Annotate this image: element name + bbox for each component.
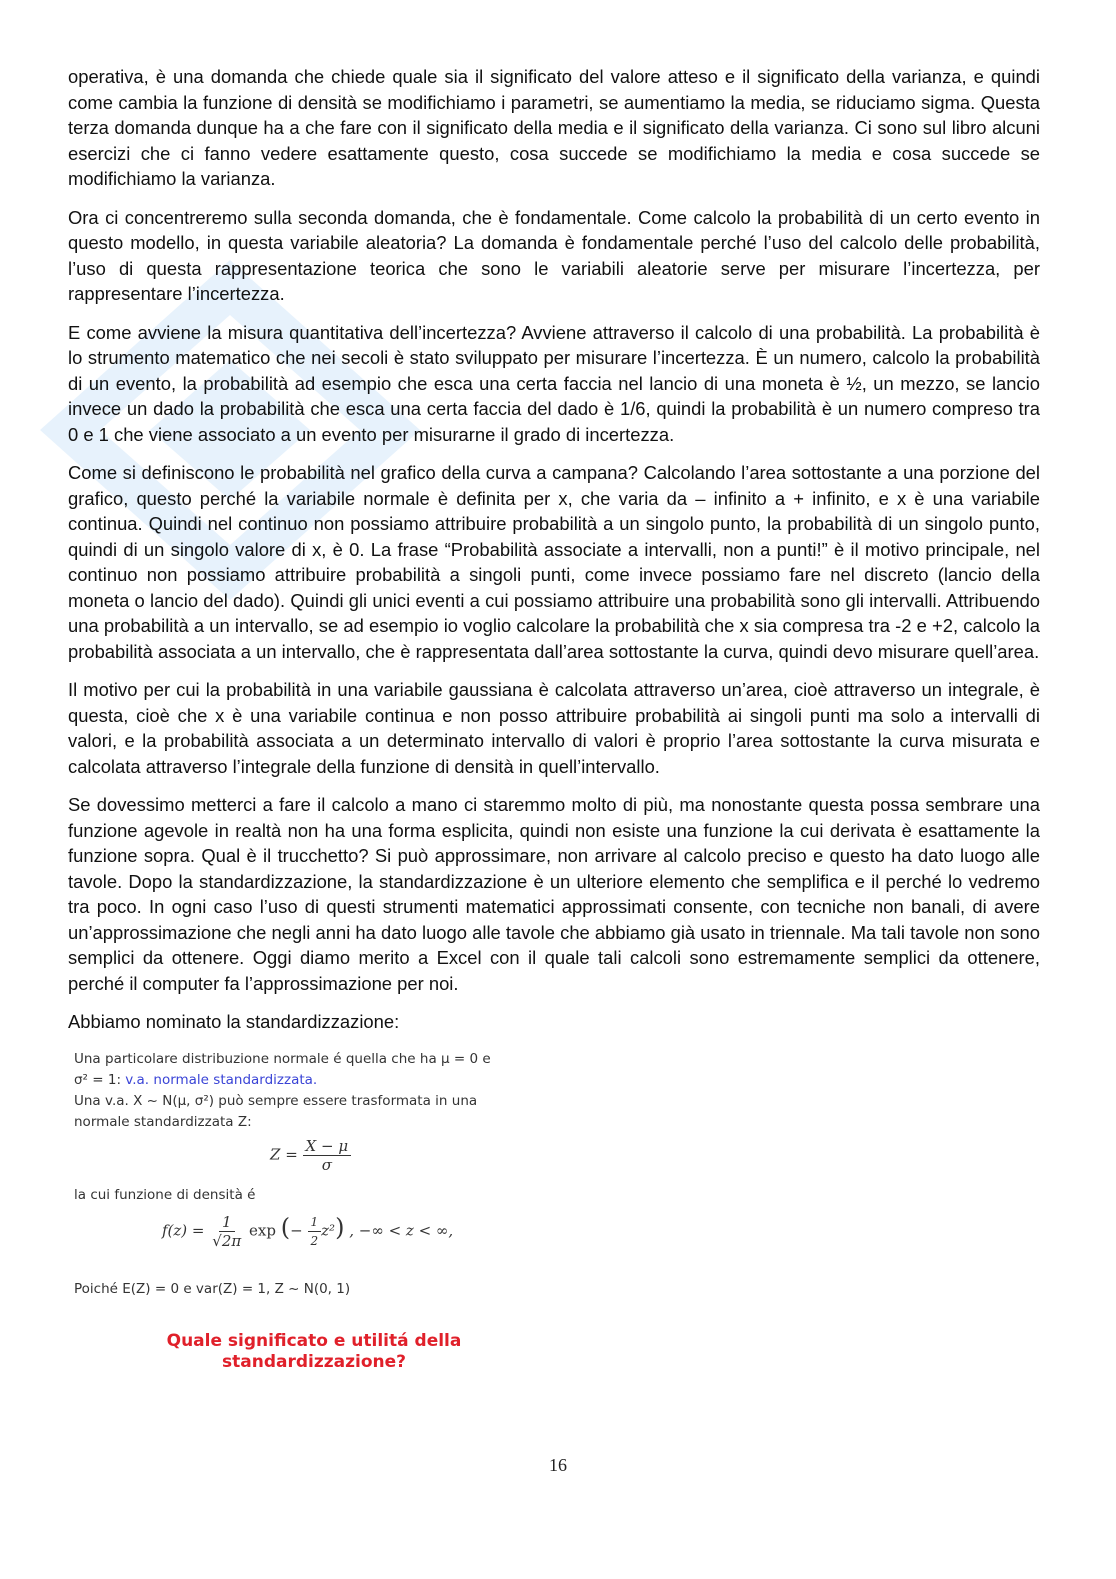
formula-f-half-numerator: 1 xyxy=(308,1213,322,1232)
page-content xyxy=(68,64,1040,1371)
standardized-normal-label: v.a. normale standardizzata. xyxy=(125,1071,318,1088)
formula-f-paren-open: ( xyxy=(280,1213,291,1241)
formula-f-numerator: 1 xyxy=(219,1213,235,1232)
slide-line-2 xyxy=(74,1072,317,1088)
slide-question-line-1: Quale significato e utilitá della xyxy=(166,1330,462,1351)
formula-f-z-squared: z² xyxy=(321,1221,336,1239)
formula-z-numerator: X − μ xyxy=(303,1137,352,1156)
slide-line-1: Una particolare distribuzione normale é quella che ha μ = 0 e xyxy=(74,1050,491,1067)
slide-line-3: Una v.a. X ~ N(μ, σ²) può sempre essere trasformata in una xyxy=(74,1092,478,1109)
formula-f-denominator: √2π xyxy=(212,1231,242,1250)
formula-f-paren-close: ) xyxy=(335,1213,345,1241)
formula-z-lhs: Z = xyxy=(270,1145,298,1163)
formula-z-denominator: σ xyxy=(321,1155,332,1174)
page-number: 16 xyxy=(549,1455,567,1475)
formula-f-lhs: f(z) = xyxy=(162,1221,205,1239)
slide-line-2-prefix: σ² = 1: xyxy=(74,1071,126,1088)
paragraph-6: Se dovessimo metterci a fare il calcolo a mano ci staremmo molto di più, ma nonostante questa possa sembrare una funzione agevole in realtà non ha una forma esplicita, quindi non esiste una funzione la cui derivata è esattamente la funzione sopra. Qual è il trucchetto? Si può approssimare, non arrivare al calcolo preciso e questo ha dato luogo alle tavole. Dopo la standardizzazione, la standardizzazione è un ulteriore elemento che semplifica e il perché lo vedremo tra poco. In ogni caso l’uso di questi strumenti matematici approssimati consente, con tecniche non banali, di avere un’approssimazione che negli anni ha dato luogo alle tavole che abbiamo già usato in triennale. Ma tali tavole non sono semplici da ottenere. Oggi diamo merito a Excel con il quale tali calcoli sono estremamente semplici da ottenere, perché il computer fa l’approssimazione per noi. xyxy=(68,794,1040,994)
formula-z xyxy=(270,1137,351,1174)
intro-line: Abbiamo nominato la standardizzazione: xyxy=(68,1011,400,1032)
slide-question xyxy=(154,1331,474,1373)
formula-f-minus: − xyxy=(290,1221,303,1239)
paragraph-5: Il motivo per cui la probabilità in una variabile gaussiana è calcolata attraverso un’area, cioè attraverso un integrale, è questa, cioè che x è una variabile continua e non posso attribuire probabilità ai singoli punti ma solo a intervalli di valori, e la probabilità associata a un determinato intervallo di valori è proprio l’area sottostante la curva misurata e calcolata attraverso l’integrale della funzione di densità in quell’intervallo. xyxy=(68,679,1040,777)
formula-f-exp: exp xyxy=(249,1221,276,1239)
paragraph-2: Ora ci concentreremo sulla seconda domanda, che è fondamentale. Come calcolo la probabilità di un certo evento in questo modello, in questa variabile aleatoria? La domanda è fondamentale perché l’uso del calcolo delle probabilità, l’uso di questa rappresentazione teorica che sono le variabili aleatorie serve per misurare l’incertezza, per rappresentare l’incertezza. xyxy=(68,206,1040,304)
slide-question-line-2: standardizzazione? xyxy=(222,1351,406,1372)
formula-f-fraction xyxy=(209,1213,244,1250)
paragraph-1: operativa, è una domanda che chiede quale sia il significato del valore atteso e il significato della varianza, e quindi come cambia la funzione di densità se modifichiamo i parametri, se aumentiamo la media, se riduciamo sigma. Questa terza domanda dunque ha a che fare con il significato della media e il significato della varianza. Ci sono sul libro alcuni esercizi che ci fanno vedere esattamente questo, cosa succede se modifichiamo la media e cosa succede se modifichiamo la varianza. xyxy=(68,66,1040,189)
slide-line-4: normale standardizzata Z: xyxy=(74,1113,252,1130)
formula-f-domain: , −∞ < z < ∞, xyxy=(349,1221,454,1239)
paragraph-3: E come avviene la misura quantitativa dell’incertezza? Avviene attraverso il calcolo di una probabilità. La probabilità è lo strumento matematico che nei secoli è stato sviluppato per misurare l’incertezza. È un numero, calcolo la probabilità di un evento, la probabilità ad esempio che esca una certa faccia nel lancio di una moneta è ½, un mezzo, se lancio invece un dado la probabilità che esca una certa faccia del dado è 1/6, quindi la probabilità è un numero compreso tra 0 e 1 che viene associato a un evento per misurarne il grado di incertezza. xyxy=(68,321,1040,445)
slide-line-5: la cui funzione di densità é xyxy=(74,1186,256,1203)
paragraph-4: Come si definiscono le probabilità nel grafico della curva a campana? Calcolando l’area sottostante a una porzione del grafico, questo perché la variabile normale è definita per x, che varia da – infinito a + infinito, e x è una variabile continua. Quindi nel continuo non possiamo attribuire probabilità a un singolo punto, la probabilità di un singolo punto, quindi di un singolo valore di x, è 0. La frase “Probabilità associate a intervalli, non a punti!” è il motivo principale, nel continuo non possiamo attribuire probabilità a singoli punti, come invece possiamo fare nel discreto (lancio della moneta o lancio del dado). Quindi gli unici eventi a cui possiamo attribuire una probabilità sono gli intervalli. Attribuendo una probabilità a un intervallo, se ad esempio io voglio calcolare la probabilità che x sia compresa tra -2 e +2, calcolo la probabilità associata a un intervallo, che è rappresentata dall’area sottostante la curva, quindi devo misurare quell’area. xyxy=(68,462,1040,662)
formula-f-half-denominator: 2 xyxy=(310,1233,319,1248)
formula-z-fraction xyxy=(303,1137,352,1174)
standardization-slide xyxy=(74,1051,534,1371)
formula-density xyxy=(162,1213,453,1250)
formula-f-half xyxy=(308,1213,322,1250)
slide-line-6: Poiché E(Z) = 0 e var(Z) = 1, Z ~ N(0, 1) xyxy=(74,1280,351,1297)
